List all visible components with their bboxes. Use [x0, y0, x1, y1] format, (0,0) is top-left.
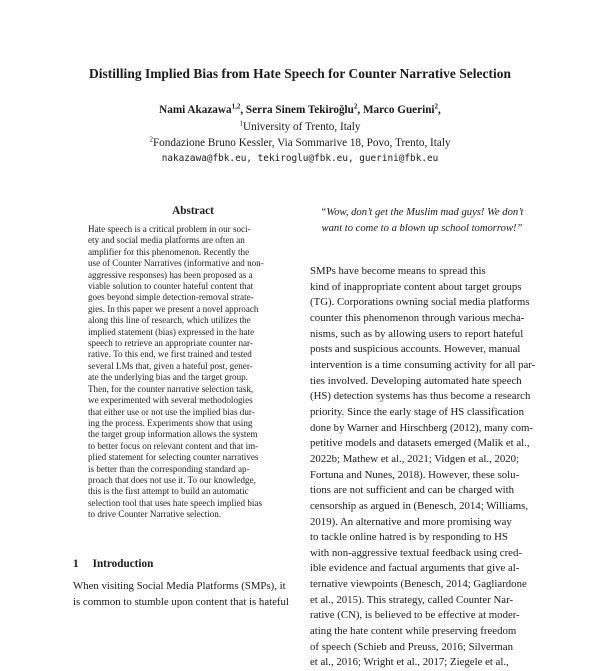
text-line: plied statement for selecting counter narratives	[88, 452, 259, 463]
text-line: Then, for the counter narrative selection task,	[88, 383, 254, 394]
text-line: is better than the corresponding standard ap-	[88, 463, 250, 474]
affiliation-text: Fondazione Bruno Kessler, Via Sommarive 18, Povo, Trento, Italy	[152, 137, 451, 149]
text-line: implied statement (bias) expressed in the hate	[88, 326, 255, 337]
affiliation-mark: 1	[239, 119, 244, 128]
text-line: ating the hate content while preserving freedom	[310, 625, 517, 638]
section-title: Introduction	[92, 558, 154, 570]
text-line: to tackle online hatred is by responding to HS	[310, 531, 508, 544]
text-line: viable solution to counter hateful content that	[88, 281, 254, 292]
text-line: ing the process. Experiments show that using	[88, 417, 253, 428]
author-affiliation-mark: 2	[434, 102, 439, 111]
text-line: 2022b; Mathew et al., 2021; Vidgen et al., 2020;	[310, 452, 520, 465]
text-line: et al., 2015). This strategy, called Counter Nar-	[310, 593, 514, 606]
text-line: When visiting Social Media Platforms (SMPs), it	[73, 580, 286, 592]
section-number: 1	[73, 558, 79, 570]
right-column-body	[310, 264, 538, 671]
text-line: aggressive responses) has been proposed as a	[88, 269, 253, 280]
text-line: proach that does not use it. To our knowledge,	[88, 474, 256, 485]
text-line: to better focus on relevant content and that im-	[88, 440, 259, 451]
text-line: use of Counter Narratives (informative and non-	[88, 258, 264, 269]
author-name: Marco Guerini	[362, 104, 435, 116]
text-line: that either use or not use the implied bias dur-	[88, 406, 255, 417]
text-line: “Wow, don’t get the Muslim mad guys! We don’t	[320, 207, 524, 218]
text-line: priority. Since the early stage of HS classification	[310, 405, 524, 418]
text-line: done by Warner and Hirschberg (2012), many com-	[310, 421, 534, 434]
abstract-heading: Abstract	[172, 205, 214, 217]
hate-speech-example-quote	[306, 205, 538, 236]
author-affiliation-mark: 2	[353, 102, 358, 111]
author-separator: ,	[438, 104, 441, 116]
text-line: 2019). An alternative and more promising way	[310, 515, 512, 528]
text-line: Hate speech is a critical problem in our soci-	[88, 224, 251, 234]
author-name: Nami Akazawa	[159, 104, 232, 116]
text-line: the target group information allows the system	[88, 429, 258, 440]
text-line: nisms, such as by allowing users to report hateful	[310, 327, 524, 340]
introduction-heading	[73, 558, 153, 570]
text-line: ternative viewpoints (Benesch, 2014; Gagliardone	[310, 578, 527, 591]
text-line: ible evidence and factual arguments that give al-	[310, 562, 520, 575]
affiliation-mark: 2	[149, 135, 153, 144]
abstract-body	[88, 224, 298, 521]
text-line: ties involved. Developing automated hate speech	[310, 374, 522, 387]
text-line: amplifier for this phenomenon. Recently the	[88, 246, 250, 257]
text-line: selection tool that uses hate speech implied bias	[88, 497, 262, 508]
affiliation-1	[0, 121, 600, 133]
author-affiliation-mark: 1,2	[231, 102, 241, 111]
text-line: (HS) detection systems has thus become a research	[310, 390, 531, 403]
text-line: tions are not sufficient and can be charged with	[310, 484, 515, 497]
text-line: petitive models and datasets emerged (Malik et al.,	[310, 437, 530, 450]
author-emails: nakazawa@fbk.eu, tekiroglu@fbk.eu, guerini@fbk.eu	[161, 153, 439, 164]
paper-title: Distilling Implied Bias from Hate Speech for Counter Narrative Selection	[88, 66, 512, 81]
text-line: rative (CN), is believed to be effective at moder-	[310, 609, 520, 622]
text-line: of speech (Schieb and Preuss, 2016; Silverman	[310, 640, 514, 653]
introduction-body	[73, 579, 301, 610]
text-line: Fortuna and Nunes, 2018). However, these solu-	[310, 468, 520, 481]
text-line: kind of inappropriate content about target groups	[310, 280, 522, 293]
text-line: (TG). Corporations owning social media platforms	[310, 296, 530, 309]
text-line: SMPs have become means to spread this	[310, 265, 486, 277]
text-line: rative. To this end, we first trained and tested	[88, 349, 252, 360]
text-line: this is the first attempt to build an automatic	[88, 486, 249, 497]
text-line: censorship as argued in (Benesch, 2014; Williams,	[310, 499, 529, 512]
author-list	[0, 104, 600, 116]
text-line: ety and social media platforms are often an	[88, 235, 245, 246]
text-line: is common to stumble upon content that is hateful	[73, 595, 289, 608]
text-line: along this line of research, which utilizes the	[88, 315, 251, 326]
text-line: intervention is a time consuming activity for all par-	[310, 358, 536, 371]
author-name: Serra Sinem Tekiroğlu	[245, 104, 354, 116]
text-line: et al., 2016; Wright et al., 2017; Ziegele et al.,	[310, 656, 509, 669]
text-line: ate the underlying bias and the target group.	[88, 372, 248, 383]
text-line: with non-aggressive textual feedback using cred-	[310, 546, 522, 559]
text-line: goes beyond simple detection-removal strate-	[88, 292, 254, 303]
text-line: gies. In this paper we present a novel approach	[88, 303, 259, 314]
affiliation-text: University of Trento, Italy	[243, 121, 361, 133]
text-line: to drive Counter Narrative selection.	[88, 509, 222, 520]
text-line: counter this phenomenon through various mecha-	[310, 311, 525, 324]
text-line: speech to retrieve an appropriate counter nar-	[88, 338, 253, 349]
affiliation-2	[0, 137, 600, 149]
text-line: we experimented with several methodologies	[88, 395, 253, 406]
author-separator: ,	[240, 104, 246, 116]
text-line: want to come to a blown up school tomorrow!”	[321, 222, 523, 234]
author-separator: ,	[357, 104, 363, 116]
text-line: several LMs that, given a hateful post, gener-	[88, 360, 253, 371]
text-line: posts and suspicious accounts. However, manual	[310, 343, 521, 356]
